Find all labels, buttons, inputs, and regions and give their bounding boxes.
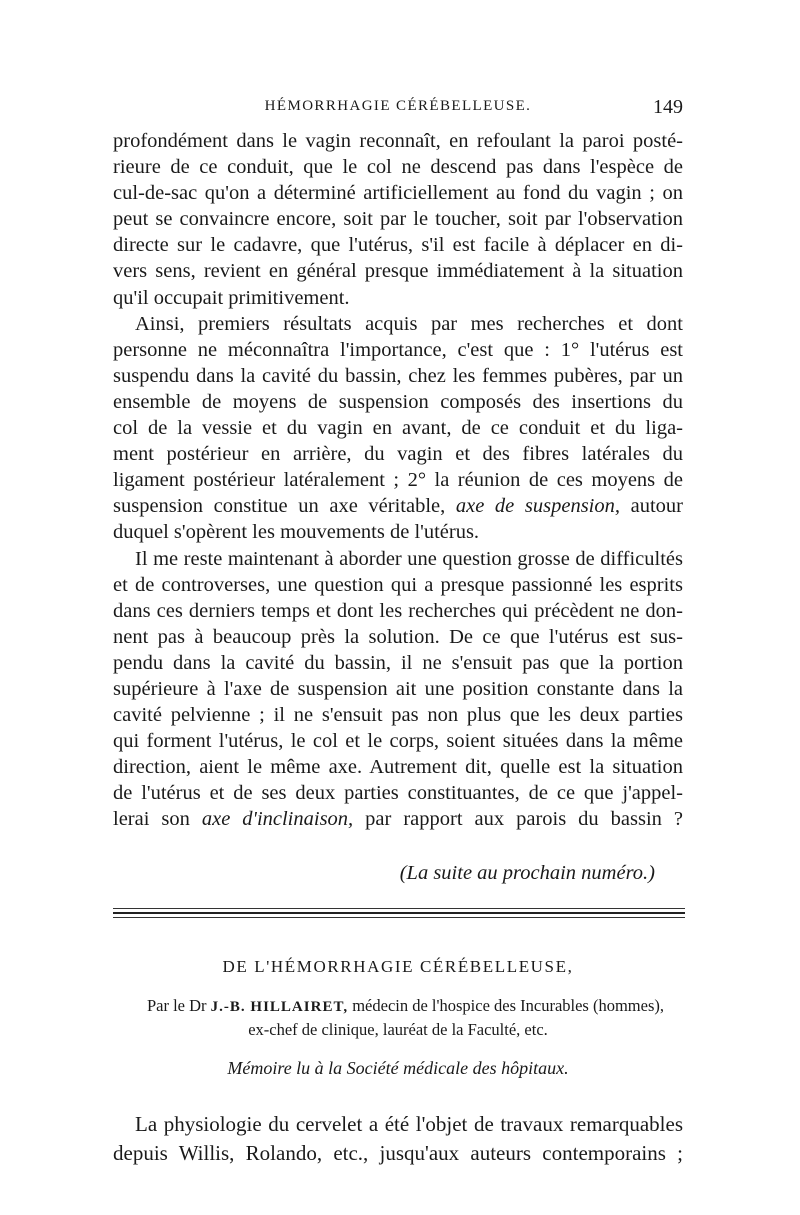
section-divider — [113, 908, 685, 921]
text-line: directe sur le cadavre, que l'utérus, s'il est facile à déplacer en di- — [113, 234, 683, 257]
text-line: direction, aient le même axe. Autrement dit, quelle est la situation — [113, 756, 683, 779]
text-line: peut se convaincre encore, soit par le toucher, soit par l'observation — [113, 208, 683, 231]
text-line: Il me reste maintenant à aborder une question grosse de difficultés — [135, 547, 683, 570]
text-line-with-italic — [113, 493, 683, 519]
line-segment: par rapport aux parois du bassin ? — [353, 808, 683, 831]
text-line: nent pas à beaucoup près la solution. De ce que l'utérus est sus- — [113, 625, 683, 648]
byline-suffix: médecin de l'hospice des Incurables (hommes), — [352, 996, 665, 1015]
text-line: pendu dans la cavité du bassin, il ne s'ensuit pas que la portion — [113, 651, 683, 674]
text-line: vers sens, revient en général presque immédiatement à la situation — [113, 260, 683, 283]
paragraph-1 — [113, 128, 683, 311]
text-line: Ainsi, premiers résultats acquis par mes recherches et dont — [135, 312, 683, 335]
article-body — [113, 1110, 683, 1168]
memoire-note: Mémoire lu à la Société médicale des hôpitaux. — [227, 1058, 569, 1078]
text-line: profondément dans le vagin reconnaît, en refoulant la paroi posté- — [113, 130, 683, 152]
text-line-with-italic — [113, 806, 683, 832]
text-line: supérieure à l'axe de suspension ait une position constante dans la — [113, 677, 683, 700]
previous-article-text — [113, 128, 683, 833]
text-line: col de la vessie et du vagin en avant, de ce conduit et du liga- — [113, 417, 683, 440]
text-line: cul-de-sac qu'on a déterminé artificiellement au fond du vagin ; on — [113, 182, 683, 205]
divider-rule — [113, 912, 685, 914]
divider-rule — [113, 908, 685, 909]
divider-rule — [113, 917, 685, 918]
text-line: dans ces derniers temps et dont les recherches qui précèdent ne don- — [113, 599, 683, 622]
text-line: qu'il occupait primitivement. — [113, 286, 350, 309]
page-number: 149 — [653, 96, 683, 118]
byline — [113, 996, 698, 1016]
author-affiliation: ex-chef de clinique, lauréat de la Faculté, etc. — [248, 1020, 548, 1039]
text-line: duquel s'opèrent les mouvements de l'utérus. — [113, 521, 480, 544]
text-line: personne ne méconnaîtra l'importance, c'est que : 1° l'utérus est — [113, 338, 683, 361]
line-segment: lerai son — [113, 808, 202, 831]
byline-prefix: Par le Dr — [146, 996, 207, 1015]
text-line: La physiologie du cervelet a été l'objet de travaux remarquables — [135, 1112, 683, 1136]
paragraph-2 — [113, 311, 683, 546]
continued-note: (La suite au prochain numéro.) — [399, 862, 655, 884]
line-segment: autour — [620, 495, 683, 518]
text-line: depuis Willis, Rolando, etc., jusqu'aux auteurs contemporains ; — [113, 1141, 683, 1165]
text-line: ensemble de moyens de suspension composés des insertions du — [113, 390, 683, 413]
running-header — [113, 96, 683, 120]
text-line: ment postérieur en arrière, du vagin et des fibres latérales du — [113, 443, 683, 466]
running-title: HÉMORRHAGIE CÉRÉBELLEUSE. — [264, 98, 532, 114]
article-title: DE L'HÉMORRHAGIE CÉRÉBELLEUSE, — [222, 957, 574, 976]
italic-term: axe de suspension, — [455, 495, 620, 518]
text-line: ligament postérieur latéralement ; 2° la réunion de ces moyens de — [113, 469, 683, 492]
text-line: cavité pelvienne ; il ne s'ensuit pas non plus que les deux parties — [113, 704, 683, 727]
author-name: J.-B. HILLAIRET, — [210, 999, 349, 1015]
text-line: qui forment l'utérus, le col et le corps, soient situées dans la même — [113, 730, 683, 753]
line-segment: suspension constitue un axe véritable, — [113, 495, 456, 518]
text-line: et de controverses, une question qui a presque passionné les esprits — [113, 573, 683, 596]
text-line: de l'utérus et de ses deux parties constituantes, de ce que j'appel- — [113, 782, 683, 805]
italic-term: axe d'inclinaison, — [201, 808, 354, 831]
paragraph-3 — [113, 546, 683, 833]
text-line: suspendu dans la cavité du bassin, chez les femmes pubères, par un — [113, 364, 683, 387]
text-line: rieure de ce conduit, que le col ne descend pas dans l'espèce de — [113, 156, 683, 179]
